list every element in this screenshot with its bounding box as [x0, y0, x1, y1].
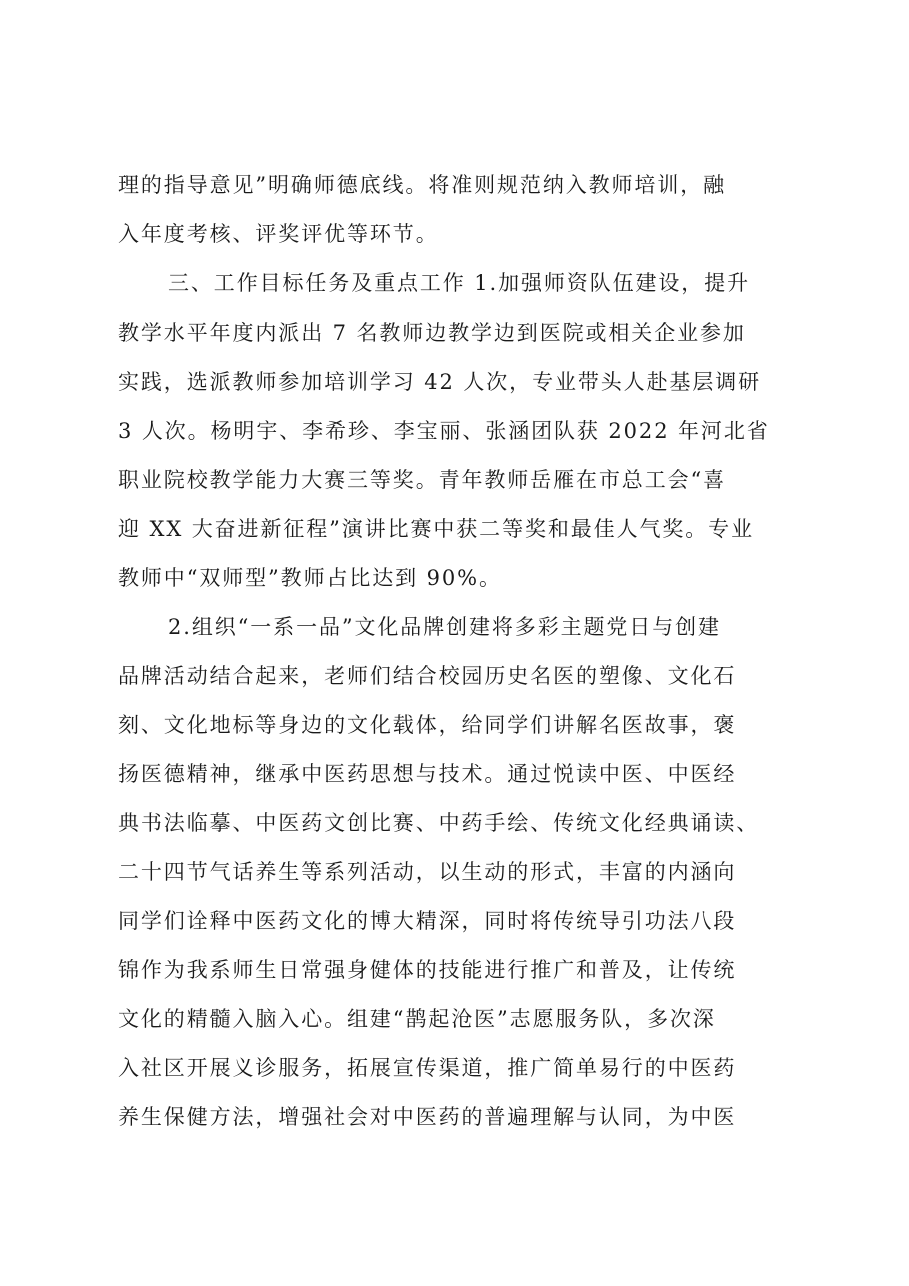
- text-line: 入年度考核、评奖评优等环节。: [118, 222, 439, 246]
- paragraph-3-start: 三、工作目标任务及重点工作 1.加强师资队伍建设，提升: [168, 271, 751, 295]
- text-line: 教师中“双师型”教师占比达到 90%。: [118, 566, 502, 590]
- text-line: 扬医德精神，继承中医药思想与技术。通过悦读中医、中医经: [118, 762, 737, 786]
- paragraph-2-start: 2.组织“一系一品”文化品牌创建将多彩主题党日与创建: [168, 615, 721, 639]
- text-line: 理的指导意见”明确师德底线。将准则规范纳入教师培训，融: [118, 173, 727, 197]
- text-line: 品牌活动结合起来，老师们结合校园历史名医的塑像、文化石: [118, 664, 737, 688]
- text-line: 刻、文化地标等身边的文化载体，给同学们讲解名医故事，褒: [118, 713, 737, 737]
- text-line: 职业院校教学能力大赛三等奖。青年教师岳雁在市总工会“喜: [118, 468, 727, 492]
- text-line: 典书法临摹、中医药文创比赛、中药手绘、传统文化经典诵读、: [118, 811, 760, 835]
- text-line: 文化的精髓入脑入心。组建“鹊起沧医”志愿服务队，多次深: [118, 1007, 716, 1031]
- text-line: 教学水平年度内派出 7 名教师边教学边到医院或相关企业参加: [118, 321, 746, 345]
- text-line: 迎 XX 大奋进新征程”演讲比赛中获二等奖和最佳人气奖。专业: [118, 517, 754, 541]
- text-line: 锦作为我系师生日常强身健体的技能进行推广和普及，让传统: [118, 958, 737, 982]
- text-line: 二十四节气话养生等系列活动，以生动的形式，丰富的内涵向: [118, 860, 737, 884]
- text-line: 同学们诠释中医药文化的博大精深，同时将传统导引功法八段: [118, 909, 737, 933]
- text-line: 3 人次。杨明宇、李希珍、李宝丽、张涵团队获 2022 年河北省: [118, 419, 770, 443]
- text-line: 入社区开展义诊服务，拓展宣传渠道，推广简单易行的中医药: [118, 1056, 737, 1080]
- text-line: 实践，选派教师参加培训学习 42 人次，专业带头人赴基层调研: [118, 370, 762, 394]
- text-line: 养生保健方法，增强社会对中医药的普遍理解与认同，为中医: [118, 1105, 737, 1129]
